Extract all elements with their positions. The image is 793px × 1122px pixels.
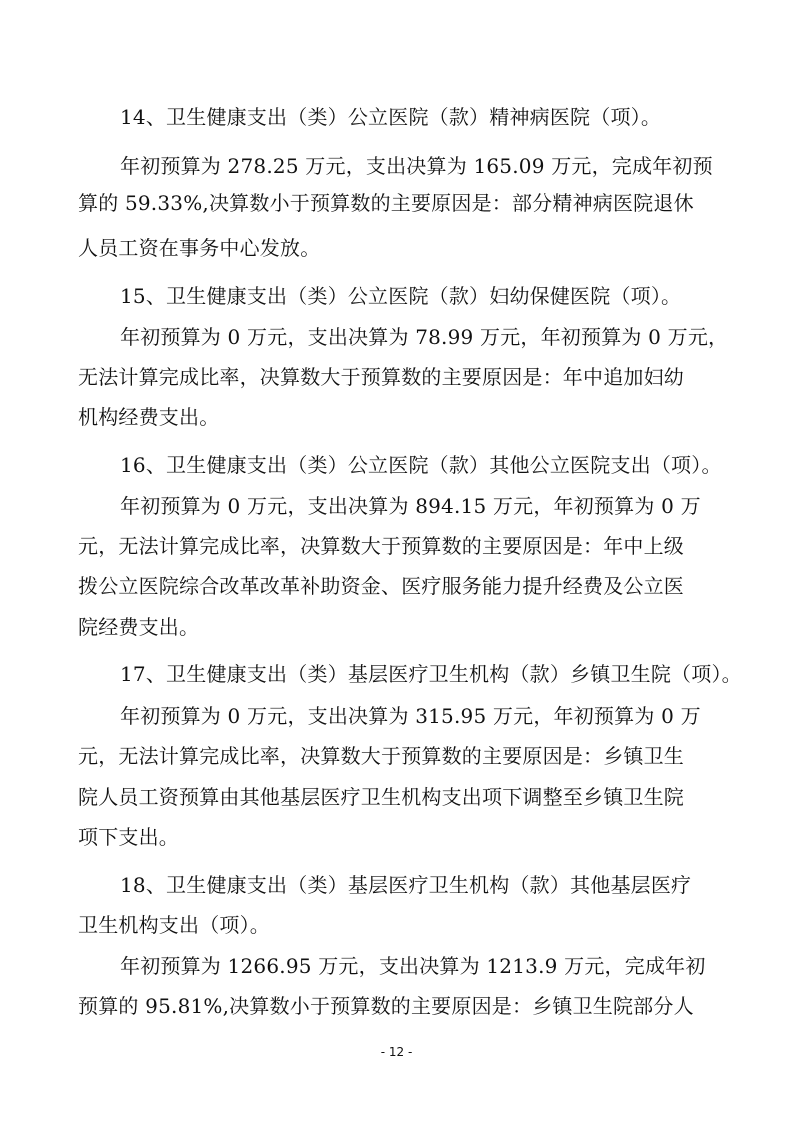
item-17-paragraph-line: 元，无法计算完成比率，决算数大于预算数的主要原因是：乡镇卫生 [78, 744, 684, 768]
item-14-paragraph-line: 人员工资在事务中心发放。 [78, 236, 321, 260]
item-17-paragraph-line: 年初预算为 0 万元，支出决算为 315.95 万元，年初预算为 0 万 [120, 704, 701, 728]
item-17-paragraph-line: 项下支出。 [78, 825, 179, 849]
item-16-paragraph-line: 拨公立医院综合改革改革补助资金、医疗服务能力提升经费及公立医 [78, 574, 684, 598]
item-18-paragraph-line: 预算的 95.81%,决算数小于预算数的主要原因是：乡镇卫生院部分人 [78, 994, 694, 1018]
item-16-paragraph-line: 年初预算为 0 万元，支出决算为 894.15 万元，年初预算为 0 万 [120, 494, 701, 518]
item-18-heading-continuation: 卫生机构支出（项）。 [78, 913, 270, 937]
item-14-heading: 14、卫生健康支出（类）公立医院（款）精神病医院（项）。 [120, 105, 662, 129]
item-15-paragraph-line: 无法计算完成比率，决算数大于预算数的主要原因是：年中追加妇幼 [78, 365, 684, 389]
item-14-paragraph-line: 算的 59.33%,决算数小于预算数的主要原因是：部分精神病医院退休 [78, 191, 694, 215]
item-18-heading: 18、卫生健康支出（类）基层医疗卫生机构（款）其他基层医疗 [120, 873, 692, 897]
page-number: - 12 - [380, 1045, 413, 1059]
item-15-heading: 15、卫生健康支出（类）公立医院（款）妇幼保健医院（项）。 [120, 284, 682, 308]
item-16-paragraph-line: 元，无法计算完成比率，决算数大于预算数的主要原因是：年中上级 [78, 534, 684, 558]
item-17-paragraph-line: 院人员工资预算由其他基层医疗卫生机构支出项下调整至乡镇卫生院 [78, 785, 684, 809]
item-16-heading: 16、卫生健康支出（类）公立医院（款）其他公立医院支出（项）。 [120, 453, 722, 477]
item-17-heading: 17、卫生健康支出（类）基层医疗卫生机构（款）乡镇卫生院（项）。 [120, 662, 742, 686]
item-16-paragraph-line: 院经费支出。 [78, 615, 200, 639]
item-14-paragraph-line: 年初预算为 278.25 万元，支出决算为 165.09 万元，完成年初预 [120, 154, 713, 178]
item-18-paragraph-line: 年初预算为 1266.95 万元，支出决算为 1213.9 万元，完成年初 [120, 954, 706, 978]
item-15-paragraph-line: 年初预算为 0 万元，支出决算为 78.99 万元，年初预算为 0 万元， [120, 325, 729, 349]
item-15-paragraph-line: 机构经费支出。 [78, 405, 220, 429]
